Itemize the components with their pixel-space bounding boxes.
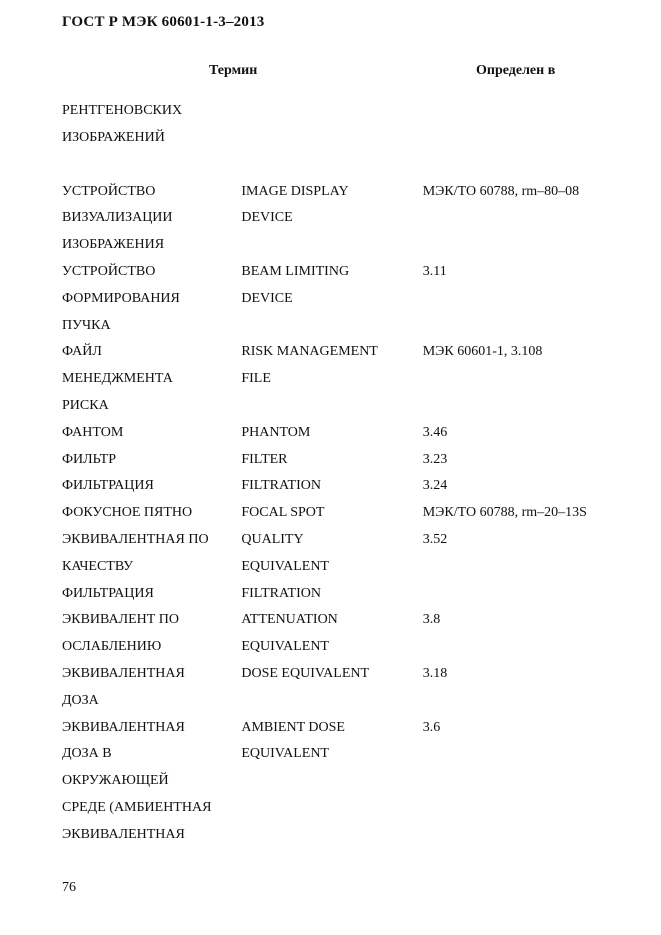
term-entry [62, 607, 622, 661]
term-ru-line: ОКРУЖАЮЩЕЙ [62, 773, 169, 789]
page-number: 76 [62, 880, 76, 895]
defined-in [423, 179, 622, 259]
term-ru [62, 420, 241, 447]
term-en-line: EQUIVALENT [241, 746, 329, 762]
term-en-line: ATTENUATION [241, 612, 338, 628]
term-ru-line: УСТРОЙСТВО [62, 263, 156, 279]
term-en [241, 607, 422, 661]
term-ru-line: РИСКА [62, 397, 109, 413]
term-en-line: FILTRATION [241, 478, 321, 494]
defined-in-reference: МЭК 60601-1, 3.108 [422, 344, 543, 360]
defined-in-reference: 3.6 [422, 719, 441, 735]
term-entry [62, 420, 622, 447]
term-en-line: DOSE EQUIVALENT [241, 665, 370, 681]
term-ru [62, 715, 241, 849]
defined-in-reference: 3.11 [422, 263, 447, 279]
term-ru-line: КАЧЕСТВУ [62, 558, 133, 574]
term-en [241, 339, 422, 419]
term-en [241, 661, 422, 715]
term-en-line: FILTRATION [241, 585, 321, 601]
term-ru [62, 500, 241, 527]
term-entry [62, 339, 622, 419]
term-ru-line: ФОРМИРОВАНИЯ [62, 290, 180, 306]
term-ru-line: МЕНЕДЖМЕНТА [62, 371, 173, 387]
defined-in-reference: 3.18 [422, 665, 448, 681]
defined-in [423, 473, 622, 500]
terms-table [62, 98, 622, 849]
term-entry [62, 661, 622, 715]
term-ru-line: ФАЙЛ [62, 344, 102, 360]
continued-entry [62, 98, 622, 152]
defined-in [423, 500, 622, 527]
term-ru-line: ФИЛЬТРАЦИЯ [62, 478, 154, 494]
term-ru [62, 98, 242, 152]
defined-in [423, 420, 622, 447]
defined-in-reference: МЭК/ТО 60788, rm–80–08 [422, 183, 580, 199]
standard-designation: ГОСТ Р МЭК 60601-1-3–2013 [62, 14, 265, 30]
term-en-line: DEVICE [241, 210, 293, 226]
term-en-line: IMAGE DISPLAY [241, 183, 349, 199]
term-en-line: DEVICE [241, 290, 293, 306]
term-ru-line: ВИЗУАЛИЗАЦИИ [62, 210, 173, 226]
term-entry [62, 473, 622, 500]
term-ru [62, 179, 241, 259]
term-en-line: BEAM LIMITING [241, 263, 350, 279]
defined-in [423, 339, 622, 419]
term-en-line: PHANTOM [241, 424, 311, 440]
defined-in [423, 447, 622, 474]
term-ru [62, 259, 241, 339]
term-en-line: QUALITY [241, 531, 304, 547]
term-entry [62, 179, 622, 259]
term-ru-line: ФОКУСНОЕ ПЯТНО [62, 505, 193, 521]
column-header-term: Термин [209, 63, 258, 78]
term-en [241, 447, 422, 474]
defined-in-reference: МЭК/ТО 60788, rm–20–13S [422, 505, 587, 521]
term-ru-line: ФИЛЬТРАЦИЯ [62, 585, 154, 601]
defined-in [423, 715, 622, 849]
defined-in [423, 259, 622, 339]
spacer [62, 152, 622, 179]
term-ru-line: ИЗОБРАЖЕНИЙ [62, 129, 165, 145]
term-ru-line: ЭКВИВАЛЕНТНАЯ [62, 665, 185, 681]
term-en [241, 473, 422, 500]
defined-in-reference: 3.52 [422, 531, 448, 547]
term-ru-line: ЭКВИВАЛЕНТНАЯ ПО [62, 531, 209, 547]
term-ru-line: ИЗОБРАЖЕНИЯ [62, 237, 165, 253]
term-ru-line: ЭКВИВАЛЕНТНАЯ [62, 719, 185, 735]
term-entry [62, 447, 622, 474]
term-entry [62, 259, 622, 339]
term-ru-line: ЭКВИВАЛЕНТНАЯ [62, 826, 185, 842]
term-en-line: EQUIVALENT [241, 558, 329, 574]
term-en [241, 715, 422, 849]
term-ru-line: ДОЗА В [62, 746, 112, 762]
term-en [241, 500, 422, 527]
term-ru-line: РЕНТГЕНОВСКИХ [62, 103, 183, 118]
defined-in [423, 527, 622, 607]
defined-in-reference: 3.24 [422, 478, 448, 494]
term-entry [62, 500, 622, 527]
term-ru [62, 527, 241, 607]
term-ru-line: УСТРОЙСТВО [62, 183, 156, 199]
defined-in-reference: 3.23 [422, 451, 448, 467]
term-en-line: AMBIENT DOSE [241, 719, 345, 735]
term-en [241, 527, 422, 607]
term-ru [62, 473, 241, 500]
term-ru-line: ФИЛЬТР [62, 451, 116, 467]
term-ru-line: ЭКВИВАЛЕНТ ПО [62, 612, 180, 628]
term-en-line: EQUIVALENT [241, 639, 329, 655]
term-en-line: FILTER [241, 451, 288, 467]
term-ru-line: СРЕДЕ (АМБИЕНТНАЯ [62, 799, 212, 815]
term-ru [62, 339, 241, 419]
term-ru [62, 661, 241, 715]
term-ru [62, 447, 241, 474]
term-ru [62, 607, 241, 661]
defined-in [423, 661, 622, 715]
term-en-line: RISK MANAGEMENT [241, 344, 378, 360]
column-header-defined-in: Определен в [476, 63, 556, 78]
defined-in-reference: 3.46 [422, 424, 448, 440]
term-entry [62, 715, 622, 849]
term-entry [62, 527, 622, 607]
defined-in-reference: 3.8 [422, 612, 441, 628]
term-en [241, 259, 422, 339]
term-ru-line: ДОЗА [62, 692, 99, 708]
term-en [241, 420, 422, 447]
term-ru-line: ОСЛАБЛЕНИЮ [62, 639, 162, 655]
term-en-line: FOCAL SPOT [241, 505, 325, 521]
term-en [241, 179, 422, 259]
entries-list [62, 179, 622, 849]
defined-in [423, 607, 622, 661]
term-ru-line: ФАНТОМ [62, 424, 124, 440]
term-ru-line: ПУЧКА [62, 317, 111, 333]
term-en-line: FILE [241, 371, 271, 387]
